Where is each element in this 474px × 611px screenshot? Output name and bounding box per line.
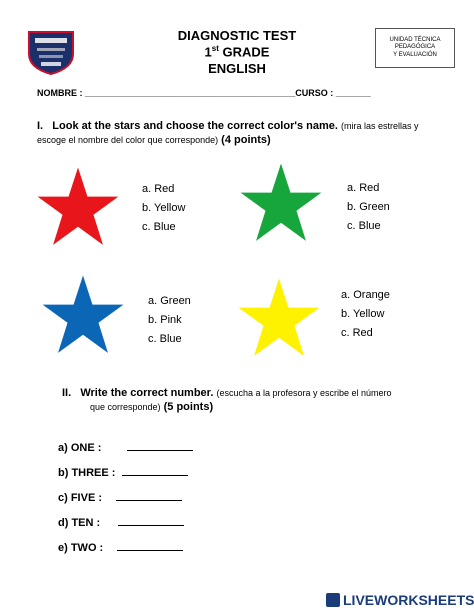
answer-blank[interactable] — [117, 540, 183, 551]
yellow-star — [236, 275, 322, 361]
liveworksheets-logo-icon — [326, 593, 340, 607]
star-4-options — [341, 286, 390, 343]
answer-blank[interactable] — [127, 440, 193, 451]
option: c. Blue — [148, 333, 182, 345]
number-item-three: b) THREE : — [58, 465, 188, 479]
section-2-heading: II. Write the correct number. (escucha a la profesora y escribe el número — [62, 387, 392, 399]
option: a. Orange — [341, 289, 390, 301]
option: b. Yellow — [142, 202, 186, 214]
name-course-line: NOMBRE : __________________________________________CURSO : _______ — [37, 88, 371, 98]
star-2-options — [347, 179, 390, 236]
number-item-one: a) ONE : — [58, 440, 193, 454]
test-title: DIAGNOSTIC TEST — [177, 28, 297, 43]
option: a. Green — [148, 295, 191, 307]
grade-title: 1st GRADE — [204, 44, 270, 60]
star-3-options — [148, 292, 191, 349]
option: c. Red — [341, 327, 373, 339]
liveworksheets-footer: LIVEWORKSHEETS — [326, 592, 474, 608]
answer-blank[interactable] — [122, 465, 188, 476]
option: b. Pink — [148, 314, 182, 326]
option: c. Blue — [347, 220, 381, 232]
star-1-options — [142, 180, 185, 237]
section-2-note: que corresponde) (5 points) — [90, 401, 214, 413]
red-star — [35, 164, 121, 250]
number-item-two: e) TWO : — [58, 540, 183, 554]
answer-blank[interactable] — [116, 490, 182, 501]
option: c. Blue — [142, 221, 176, 233]
option: a. Red — [347, 182, 380, 194]
option: b. Green — [347, 201, 390, 213]
subject-title: ENGLISH — [208, 61, 266, 76]
number-item-five: c) FIVE : — [58, 490, 182, 504]
section-1-heading: I. Look at the stars and choose the correct color's name. (mira las estrellas y — [37, 120, 419, 132]
number-item-ten: d) TEN : — [58, 515, 184, 529]
option: a. Red — [142, 183, 175, 195]
answer-blank[interactable] — [118, 515, 184, 526]
blue-star — [40, 272, 126, 358]
section-1-note: escoge el nombre del color que corresponde) (4 points) — [37, 134, 271, 146]
green-star — [238, 160, 324, 246]
unit-box: UNIDAD TÉCNICA PEDAGÓGICA Y EVALUACIÓN — [375, 28, 455, 68]
option: b. Yellow — [341, 308, 385, 320]
